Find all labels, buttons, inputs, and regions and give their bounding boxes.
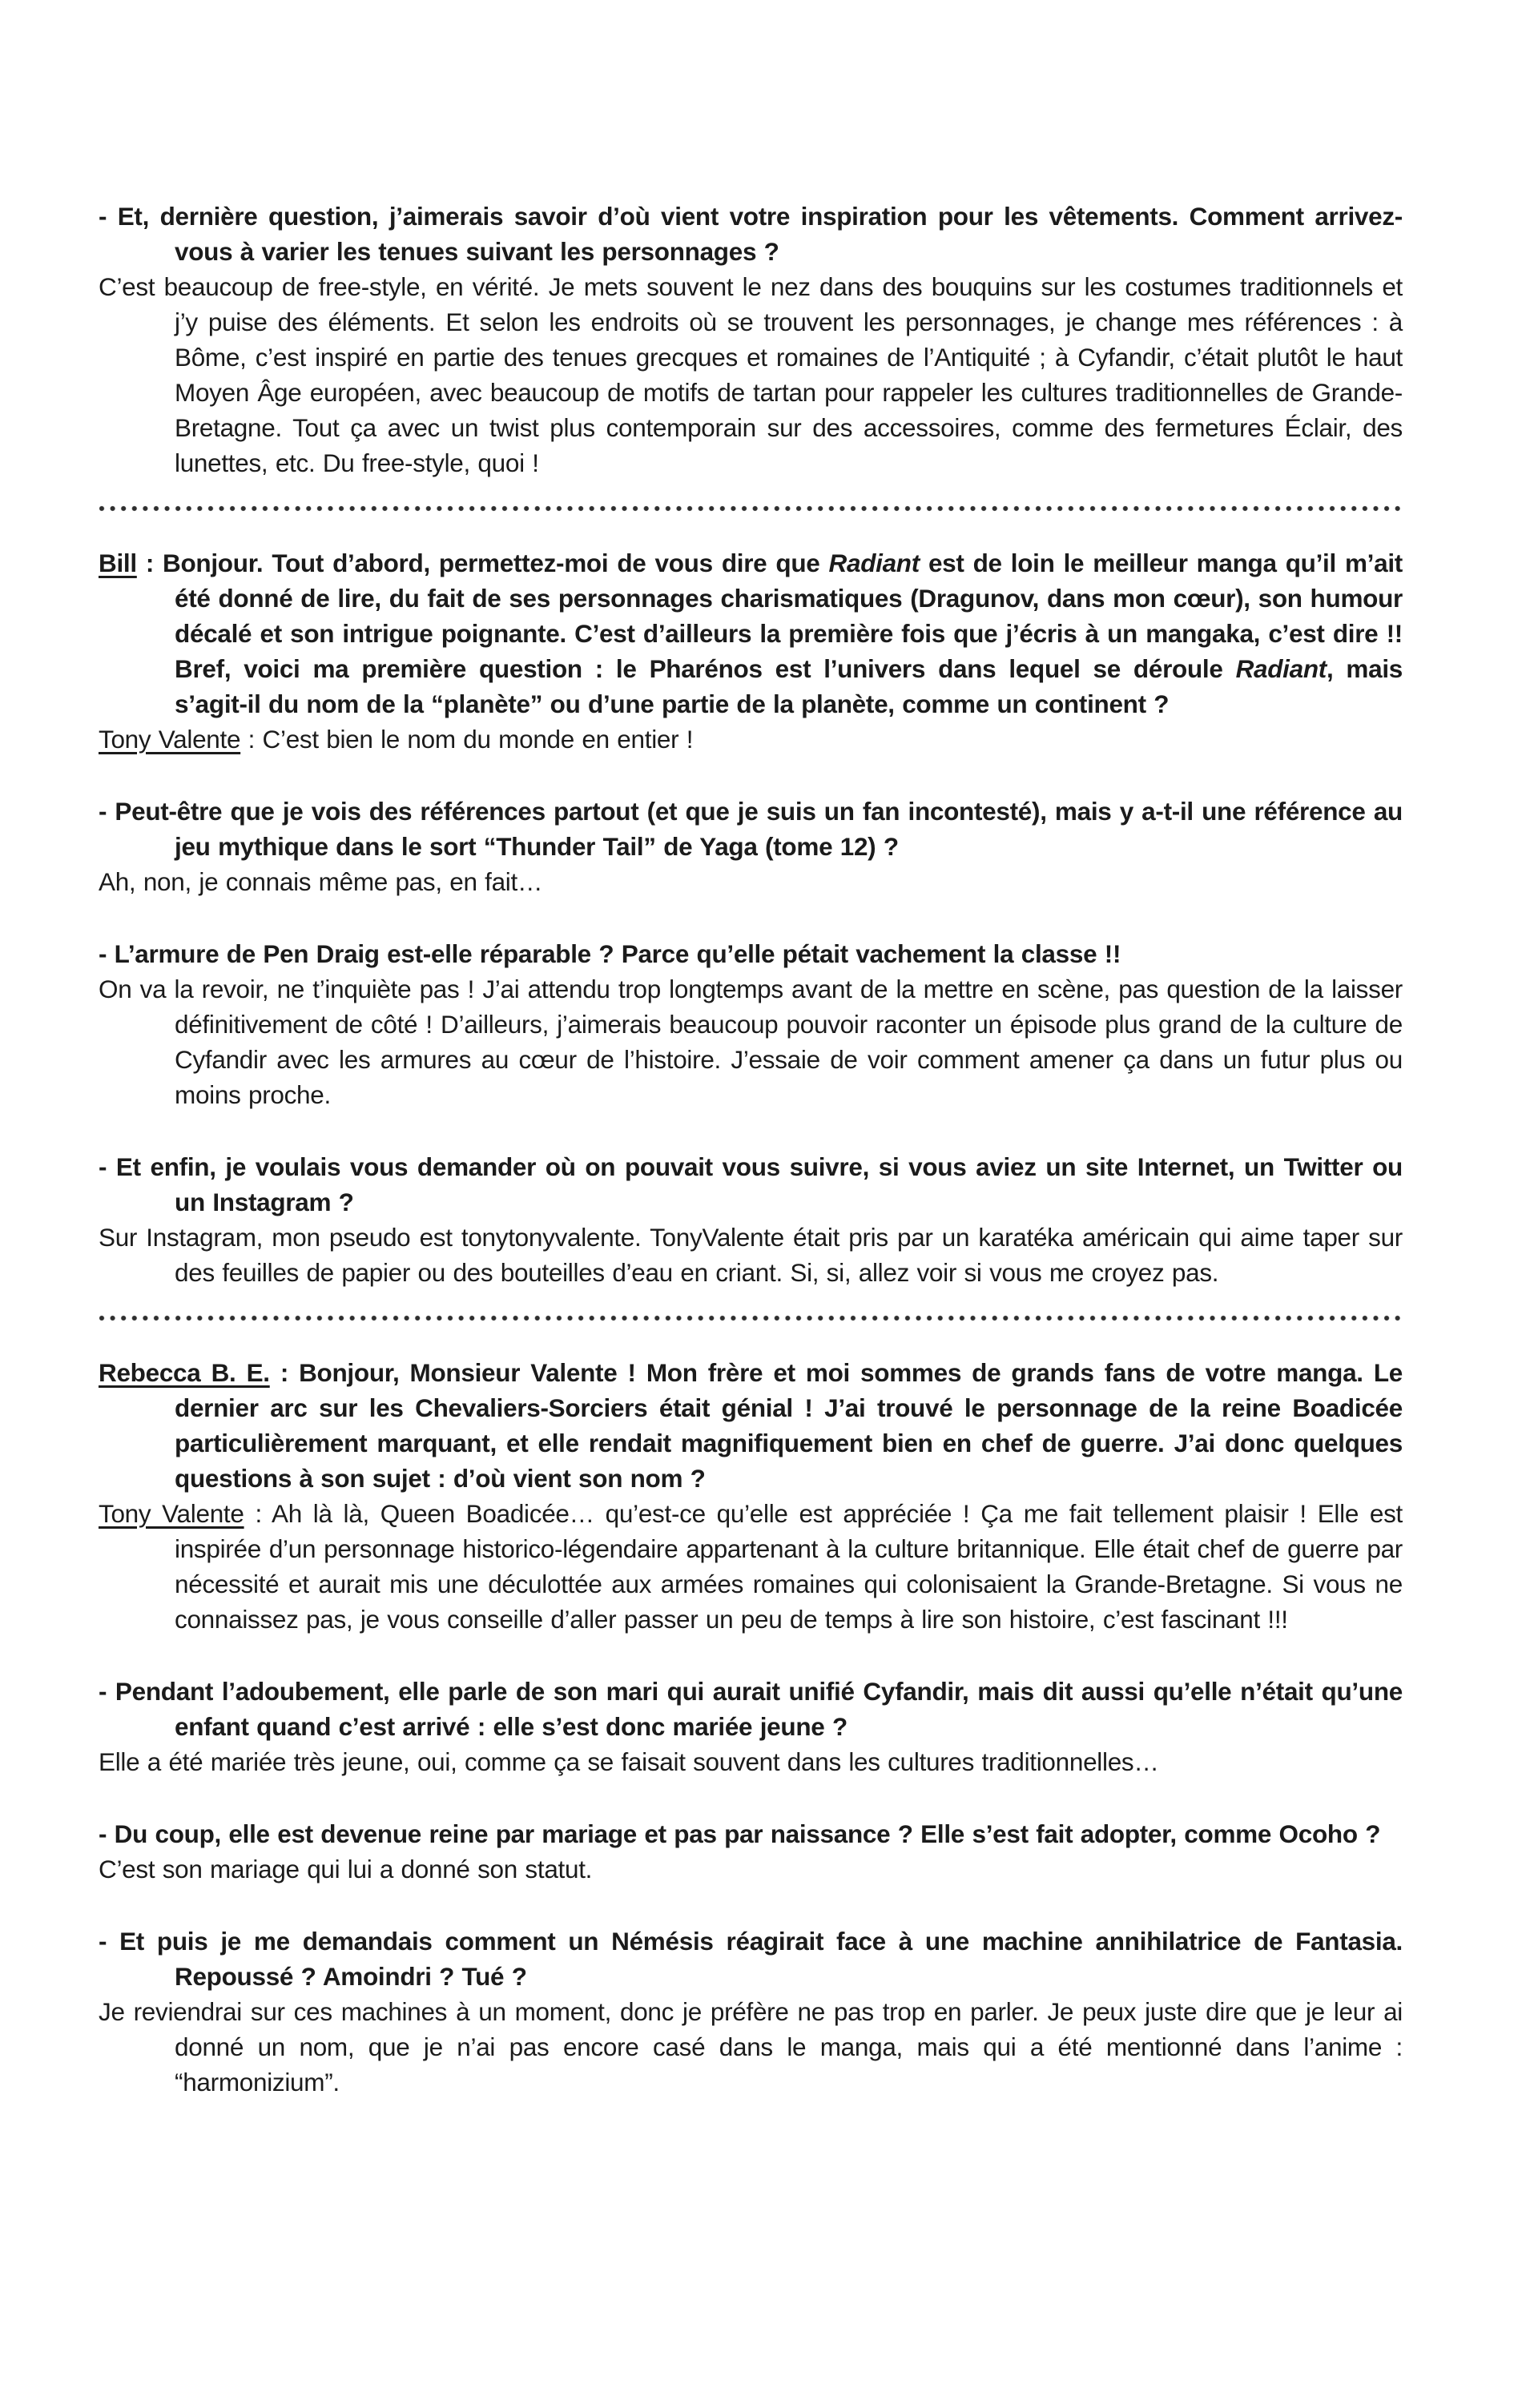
dotted-separator	[99, 1314, 1403, 1321]
document-body	[99, 199, 1403, 2100]
text-run: Je reviendrai sur ces machines à un moment, donc je préfère ne pas trop en parler. Je peux juste dire que je leur ai donné un nom, que je n’ai pas encore casé dans le manga, mais qui a été mentionné dans l’anime : “harmonizium”.	[99, 1997, 1403, 2096]
question-paragraph	[99, 936, 1403, 971]
text-run: : Bonjour, Monsieur Valente ! Mon frère et moi sommes de grands fans de votre manga. Le dernier arc sur les Chevaliers-Sorciers était génial ! J’ai trouvé le personnage de la reine Boadicée particulièrement marquant, et elle rendait magnifiquement bien en chef de guerre. J’ai donc quelques questions à son sujet : d’où vient son nom ?	[175, 1358, 1403, 1493]
text-run: - Et puis je me demandais comment un Némésis réagirait face à une machine annihilatrice de Fantasia. Repoussé ? Amoindri ? Tué ?	[99, 1927, 1403, 1991]
text-run: C’est beaucoup de free-style, en vérité. Je mets souvent le nez dans des bouquins sur les costumes traditionnels et j’y puise des éléments. Et selon les endroits où se trouvent les personnages, je change mes références : à Bôme, c’est inspiré en partie des tenues grecques et romaines de l’Antiquité ; à Cyfandir, c’était plutôt le haut Moyen Âge européen, avec beaucoup de motifs de tartan pour rappeler les cultures traditionnelles de Grande-Bretagne. Tout ça avec un twist plus contemporain sur des accessoires, comme des fermetures Éclair, des lunettes, etc. Du free-style, quoi !	[99, 272, 1403, 477]
text-run: est de loin le meilleur manga qu’il m’ait été donné de lire, du fait de ses personnages charismatiques (Dragunov, dans mon cœur), son humour décalé et son intrigue poignante. C’est d’ailleurs la première fois que j’écris à un mangaka, c’est dire !! Bref, voici ma première question : le Pharénos est l’univers dans lequel se déroule	[175, 549, 1403, 683]
text-run: Radiant	[828, 549, 920, 577]
question-paragraph	[99, 1149, 1403, 1220]
text-run: C’est son mariage qui lui a donné son statut.	[99, 1855, 593, 1883]
answer-paragraph	[99, 864, 1403, 899]
answer-paragraph	[99, 971, 1403, 1112]
qa-group	[99, 1674, 1403, 1779]
text-run: - Et, dernière question, j’aimerais savoir d’où vient votre inspiration pour les vêtements. Comment arrivez-vous à varier les tenues suivant les personnages ?	[99, 202, 1403, 266]
text-run: Sur Instagram, mon pseudo est tonytonyvalente. TonyValente était pris par un karatéka américain qui aime taper sur des feuilles de papier ou des bouteilles d’eau en criant. Si, si, allez voir si vous me croyez pas.	[99, 1223, 1403, 1287]
text-run: - Du coup, elle est devenue reine par mariage et pas par naissance ? Elle s’est fait adopter, comme Ocoho ?	[99, 1819, 1381, 1848]
answer-paragraph	[99, 269, 1403, 480]
text-run: - Et enfin, je voulais vous demander où on pouvait vous suivre, si vous aviez un site Internet, un Twitter ou un Instagram ?	[99, 1152, 1403, 1216]
answer-paragraph	[99, 1851, 1403, 1887]
question-paragraph	[99, 199, 1403, 269]
text-run: - L’armure de Pen Draig est-elle réparable ? Parce qu’elle pétait vachement la classe !!	[99, 939, 1121, 968]
qa-group	[99, 1149, 1403, 1290]
answer-paragraph	[99, 1744, 1403, 1779]
dialogue-bold-paragraph	[99, 545, 1403, 722]
speaker-name: Tony Valente	[99, 1499, 244, 1528]
qa-group	[99, 936, 1403, 1112]
dialogue-bold-paragraph	[99, 1355, 1403, 1496]
dialogue-paragraph	[99, 1496, 1403, 1637]
text-run: - Pendant l’adoubement, elle parle de son mari qui aurait unifié Cyfandir, mais dit aussi qu’elle n’était qu’une enfant quand c’est arrivé : elle s’est donc mariée jeune ?	[99, 1677, 1403, 1741]
text-run: On va la revoir, ne t’inquiète pas ! J’ai attendu trop longtemps avant de la mettre en scène, pas question de la laisser définitivement de côté ! D’ailleurs, j’aimerais beaucoup pouvoir raconter un épisode plus grand de la culture de Cyfandir avec les armures au cœur de l’histoire. J’essaie de voir comment amener ça dans un futur plus ou moins proche.	[99, 975, 1403, 1109]
text-run: : Ah là là, Queen Boadicée… qu’est-ce qu’elle est appréciée ! Ça me fait tellement plaisir ! Elle est inspirée d’un personnage historico-légendaire appartenant à la culture britannique. Elle était chef de guerre par nécessité et aurait mis une déculottée aux armées romaines qui colonisaient la Grande-Bretagne. Si vous ne connaissez pas, je vous conseille d’aller passer un peu de temps à lire son histoire, c’est fascinant !!!	[175, 1499, 1403, 1634]
question-paragraph	[99, 1674, 1403, 1744]
text-run: Ah, non, je connais même pas, en fait…	[99, 867, 543, 896]
qa-group	[99, 794, 1403, 899]
qa-group	[99, 1924, 1403, 2100]
answer-paragraph	[99, 1994, 1403, 2100]
text-run: : C’est bien le nom du monde en entier !	[240, 725, 694, 754]
text-run: : Bonjour. Tout d’abord, permettez-moi de vous dire que	[136, 549, 829, 577]
text-run: Radiant	[1235, 654, 1327, 683]
question-paragraph	[99, 794, 1403, 864]
speaker-name: Bill	[99, 549, 137, 577]
answer-paragraph	[99, 1220, 1403, 1290]
qa-group	[99, 545, 1403, 757]
qa-group	[99, 1355, 1403, 1637]
dotted-separator	[99, 505, 1403, 512]
question-paragraph	[99, 1816, 1403, 1851]
speaker-name: Rebecca B. E.	[99, 1358, 270, 1387]
qa-group	[99, 1816, 1403, 1887]
text-run: , mais s’agit-il du nom de la “planète” ou d’une partie de la planète, comme un continent ?	[175, 654, 1403, 718]
qa-group	[99, 199, 1403, 480]
speaker-name: Tony Valente	[99, 725, 241, 754]
text-run: Elle a été mariée très jeune, oui, comme ça se faisait souvent dans les cultures traditionnelles…	[99, 1747, 1159, 1776]
dialogue-paragraph	[99, 722, 1403, 757]
question-paragraph	[99, 1924, 1403, 1994]
text-run: - Peut-être que je vois des références partout (et que je suis un fan incontesté), mais y a-t-il une référence au jeu mythique dans le sort “Thunder Tail” de Yaga (tome 12) ?	[99, 797, 1403, 861]
